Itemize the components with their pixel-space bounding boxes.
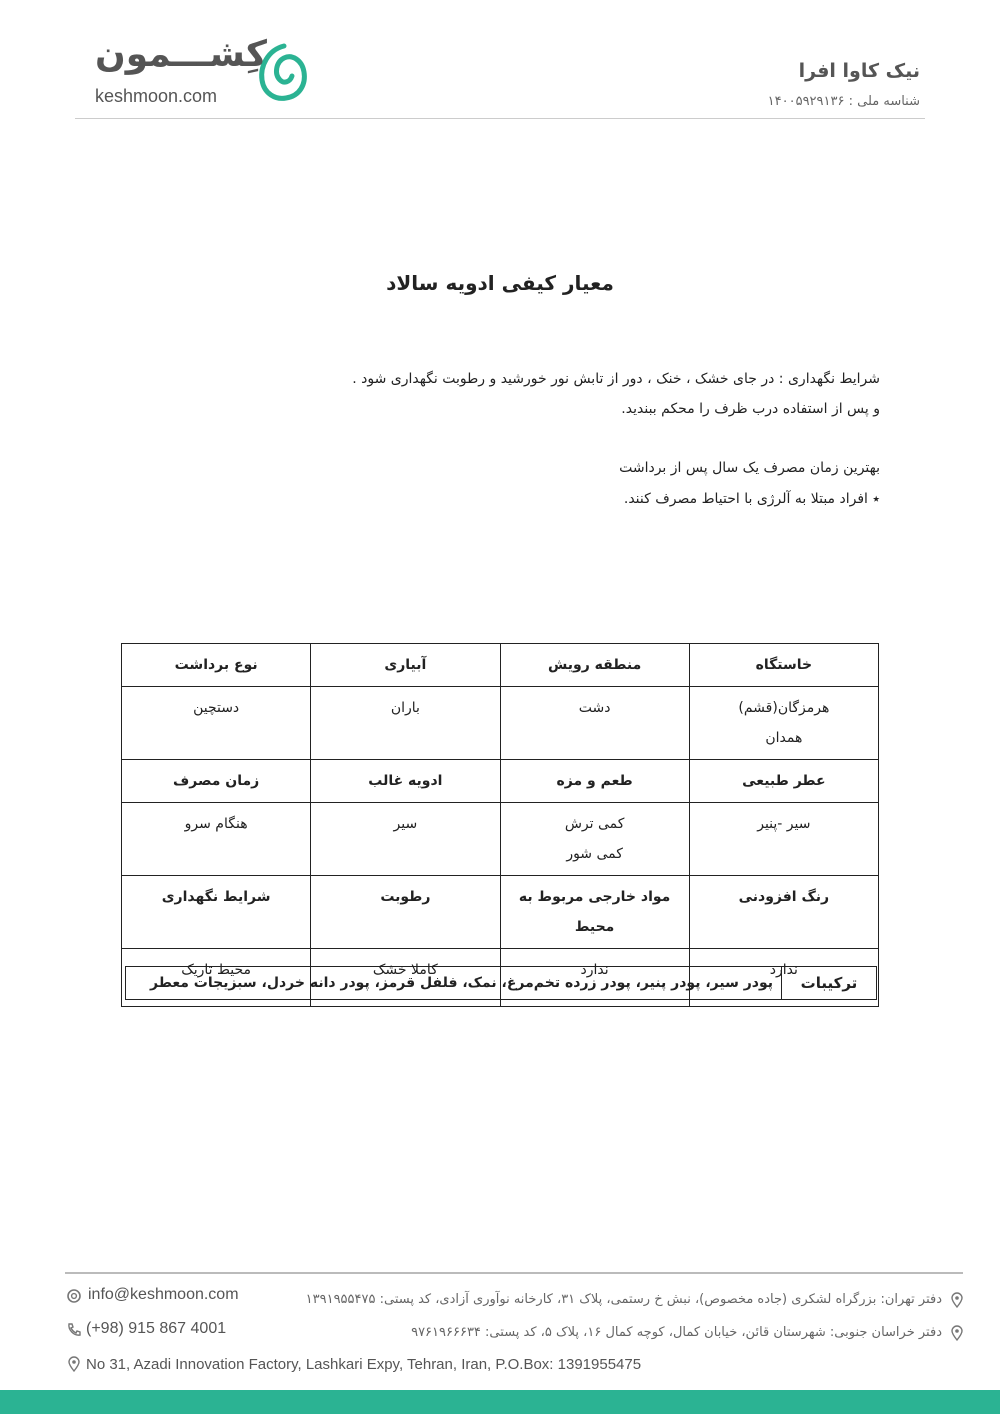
table-cell: هنگام سرو bbox=[122, 803, 311, 876]
table-header-cell: زمان مصرف bbox=[122, 760, 311, 803]
header-divider bbox=[75, 118, 925, 119]
document-title: معیار کیفی ادویه سالاد bbox=[386, 271, 614, 295]
table-row bbox=[126, 967, 877, 1000]
email-icon bbox=[66, 1288, 82, 1304]
table-cell: دستچین bbox=[122, 687, 311, 760]
location-pin-icon bbox=[949, 1292, 965, 1308]
footer-address-en: No 31, Azadi Innovation Factory, Lashkari Expy, Tehran, Iran, P.O.Box: 1391955475 bbox=[86, 1356, 642, 1373]
footer-office-khorasan: دفتر خراسان جنوبی: شهرستان قائن، خیابان کمال، کوچه کمال ۱۶، پلاک ۵، کد پستی: ۹۷۶۱۹۶۶۶۳۴ bbox=[411, 1325, 942, 1340]
table-header-cell: رنگ افزودنی bbox=[689, 876, 878, 949]
footer-brand-bar bbox=[0, 1390, 1000, 1414]
table-row bbox=[122, 876, 879, 949]
table-cell: ندارد bbox=[500, 949, 689, 1007]
table-header-cell: شرایط نگهداری bbox=[122, 876, 311, 949]
logo-text-en: keshmoon.com bbox=[95, 86, 218, 106]
national-id: شناسه ملی : ۱۴۰۰۵۹۲۹۱۳۶ bbox=[767, 94, 920, 109]
table-cell: ندارد bbox=[689, 949, 878, 1007]
composition-value: پودر سیر، پودر پنیر، پودر زرده تخم‌مرغ، نمک، فلفل قرمز، پودر دانه خردل، سبزیجات معطر bbox=[126, 967, 782, 1000]
table-header-cell: مواد خارجی مربوط به محیط bbox=[500, 876, 689, 949]
location-pin-icon bbox=[949, 1325, 965, 1341]
best-time-note: بهترین زمان مصرف یک سال پس از برداشت bbox=[619, 460, 880, 476]
composition-label: ترکیبات bbox=[782, 967, 877, 1000]
table-row bbox=[122, 760, 879, 803]
footer-phone[interactable]: (+98) 915 867 4001 bbox=[86, 1320, 227, 1337]
logo-text-fa: کِشـــمون bbox=[95, 34, 267, 75]
table-row bbox=[122, 803, 879, 876]
allergy-note: ٭ افراد مبتلا به آلرژی با احتیاط مصرف کنند. bbox=[623, 491, 880, 507]
table-header-cell: طعم و مزه bbox=[500, 760, 689, 803]
table-cell: سیر bbox=[311, 803, 500, 876]
storage-note-line2: و پس از استفاده درب ظرف را محکم ببندید. bbox=[621, 401, 880, 417]
table-cell: محیط تاریک bbox=[122, 949, 311, 1007]
table-cell: سیر -پنیر bbox=[689, 803, 878, 876]
table-header-cell: ادویه غالب bbox=[311, 760, 500, 803]
location-pin-icon bbox=[66, 1356, 82, 1372]
storage-note-line1: شرایط نگهداری : در جای خشک ، خنک ، دور از تابش نور خورشید و رطوبت نگهداری شود . bbox=[352, 371, 880, 387]
table-row bbox=[122, 687, 879, 760]
company-name: نیک کاوا افرا bbox=[798, 60, 920, 82]
phone-icon bbox=[66, 1322, 82, 1338]
footer-email[interactable]: info@keshmoon.com bbox=[88, 1286, 239, 1303]
table-header-cell: رطوبت bbox=[311, 876, 500, 949]
table-header-cell: آبیاری bbox=[311, 644, 500, 687]
footer-divider bbox=[65, 1272, 963, 1274]
table-header-cell: خاستگاه bbox=[689, 644, 878, 687]
table-cell: هرمزگان(قشم) همدان bbox=[689, 687, 878, 760]
table-row bbox=[122, 644, 879, 687]
table-header-cell: منطقه رویش bbox=[500, 644, 689, 687]
table-cell: باران bbox=[311, 687, 500, 760]
table-header-cell: نوع برداشت bbox=[122, 644, 311, 687]
quality-spec-table bbox=[121, 643, 879, 1007]
table-header-cell: عطر طبیعی bbox=[689, 760, 878, 803]
composition-table bbox=[125, 966, 877, 1000]
table-cell: کمی ترش کمی شور bbox=[500, 803, 689, 876]
footer-office-tehran: دفتر تهران: بزرگراه لشکری (جاده مخصوص)، نبش خ رستمی، پلاک ۳۱، کارخانه نوآوری آزادی، کد پستی: ۱۳۹۱۹۵۵۴۷۵ bbox=[305, 1292, 942, 1307]
table-cell: کاملا خشک bbox=[311, 949, 500, 1007]
table-cell: دشت bbox=[500, 687, 689, 760]
